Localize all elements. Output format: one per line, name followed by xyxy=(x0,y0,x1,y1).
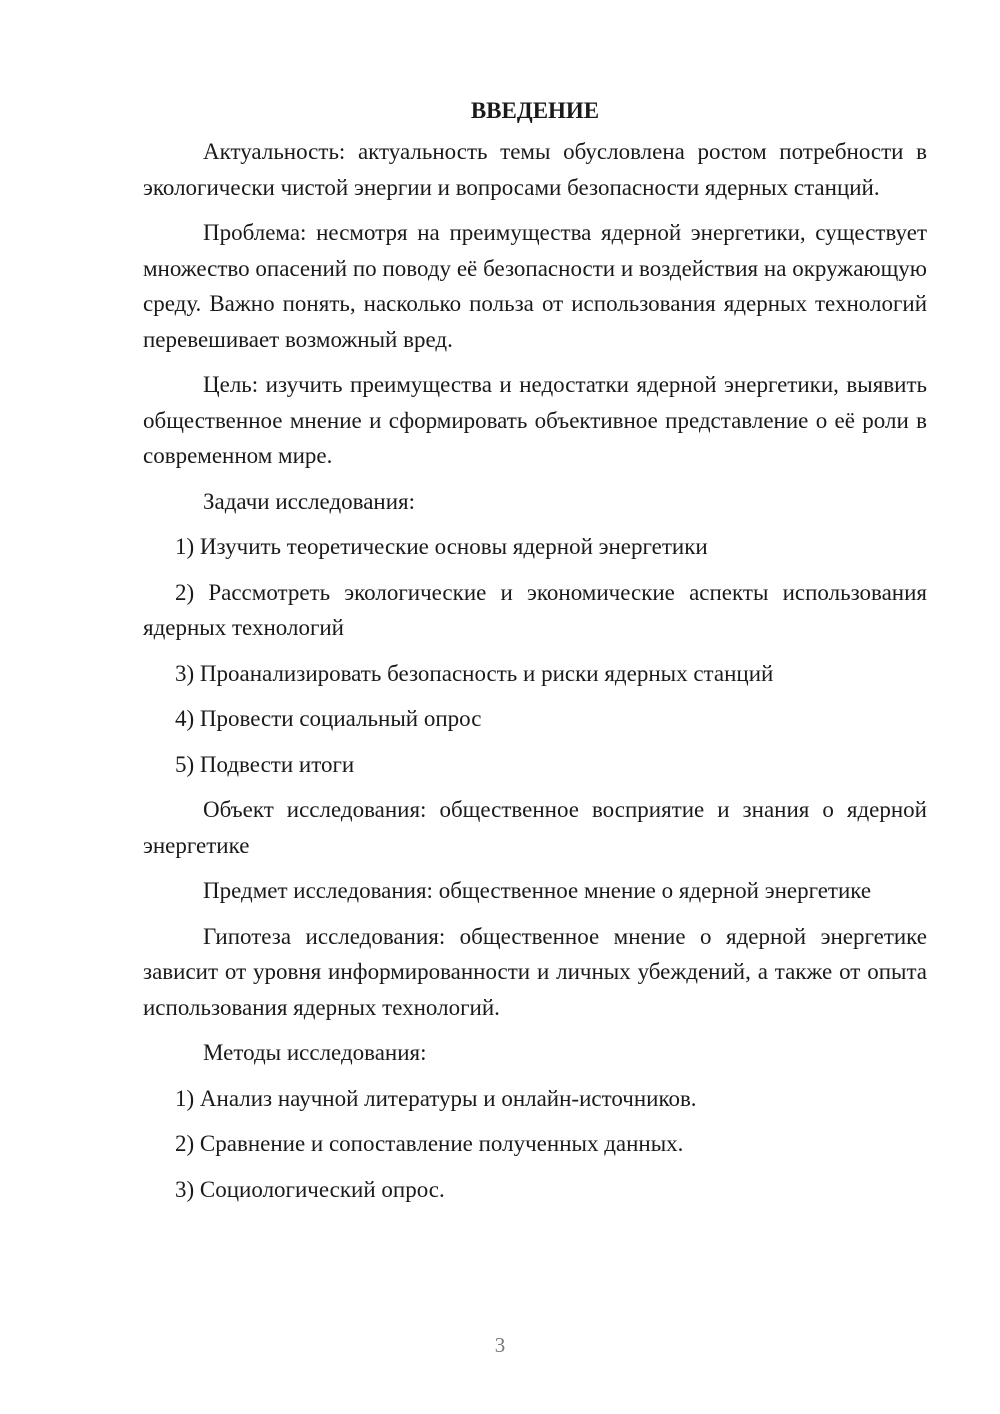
task-item: 5) Подвести итоги xyxy=(175,751,355,777)
page-number: 3 xyxy=(494,1333,506,1357)
paragraph-methods-heading: Методы исследования: xyxy=(203,1040,427,1065)
paragraph-problem: Проблема: несмотря на преимущества ядерной энергетики, существует множество опасений по поводу её безопасности и воздействия на окружающую среду. Важно понять, насколько польза от использования ядерных технологий перевешивает возможный вред. xyxy=(143,220,927,352)
method-item: 3) Социологический опрос. xyxy=(175,1176,445,1202)
paragraph-hypothesis: Гипотеза исследования: общественное мнение о ядерной энергетике зависит от уровня информированности и личных убеждений, а также от опыта использования ядерных технологий. xyxy=(143,923,927,1020)
task-item: 1) Изучить теоретические основы ядерной энергетики xyxy=(175,534,708,559)
paragraph-goal: Цель: изучить преимущества и недостатки ядерной энергетики, выявить общественное мнение и сформировать объективное представление о её роли в современном мире. xyxy=(143,372,927,468)
document-body xyxy=(143,93,927,1207)
task-item: 2) Рассмотреть экологические и экономические аспекты использования ядерных технологий xyxy=(143,579,927,640)
paragraph-tasks-heading: Задачи исследования: xyxy=(203,488,416,514)
section-title: ВВЕДЕНИЕ xyxy=(470,98,600,123)
task-item: 4) Провести социальный опрос xyxy=(175,706,482,731)
task-item: 3) Проанализировать безопасность и риски ядерных станций xyxy=(175,660,774,686)
paragraph-subject: Предмет исследования: общественное мнение о ядерной энергетике xyxy=(203,878,872,903)
method-item: 2) Сравнение и сопоставление полученных данных. xyxy=(175,1131,684,1156)
method-item: 1) Анализ научной литературы и онлайн-источников. xyxy=(175,1085,697,1111)
paragraph-relevance: Актуальность: актуальность темы обусловлена ростом потребности в экологически чистой энергии и вопросами безопасности ядерных станций. xyxy=(143,139,927,200)
paragraph-object: Объект исследования: общественное восприятие и знания о ядерной энергетике xyxy=(143,797,927,858)
